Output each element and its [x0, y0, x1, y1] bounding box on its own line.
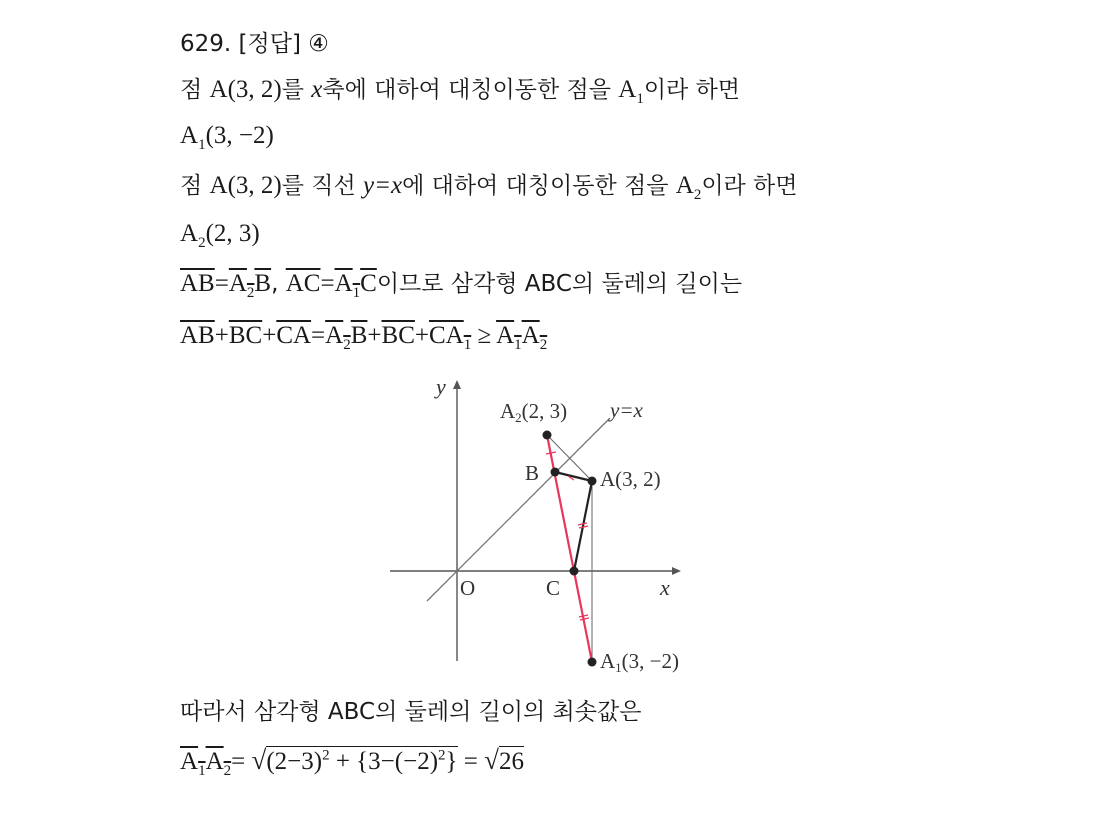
- point-a2-label: A2(2, 3): [500, 399, 568, 425]
- perimeter-inequality: [180, 320, 547, 352]
- segment-equalities: [180, 268, 742, 300]
- separator: ,: [271, 271, 286, 297]
- exponent: 2: [322, 747, 330, 764]
- equals: =: [311, 322, 326, 349]
- a-letter: A: [325, 322, 344, 349]
- point-a1-dot: [588, 658, 597, 667]
- coords: (2, 3): [205, 220, 260, 247]
- point-a2-coords: [180, 218, 260, 250]
- point-b-label: B: [525, 461, 540, 485]
- segment-ab: $\overline{AB}$: [180, 322, 215, 349]
- answer-choice: ④: [308, 31, 329, 57]
- minimum-value-formula: [180, 744, 524, 778]
- text-segment: 점: [180, 173, 210, 199]
- segment-ab: $\overline{AB}$: [180, 270, 215, 297]
- a-letter: A: [180, 748, 199, 775]
- segment-ca1: [428, 322, 472, 353]
- plus: +: [329, 748, 357, 775]
- subscript: 1: [352, 285, 361, 301]
- segment-a1a2: [496, 322, 548, 353]
- point-c-label: C: [546, 576, 561, 600]
- segment-a-c: [574, 481, 592, 571]
- text-segment: 축에 대하여 대칭이동한 점을: [322, 77, 619, 103]
- answer-tag: [정답]: [238, 31, 301, 57]
- text-segment: 이라 하면: [701, 173, 798, 199]
- point-a-dot: [588, 477, 597, 486]
- plus: +: [367, 322, 382, 349]
- a-letter: A: [675, 172, 694, 199]
- segment-ca: $\overline{CA}$: [276, 322, 312, 349]
- sqrt-symbol: √: [251, 745, 267, 775]
- reflection-x-axis-text: [180, 74, 740, 106]
- segment-bc: $\overline{BC}$: [381, 322, 415, 349]
- a-letter: A: [618, 76, 637, 103]
- segment-a2b: [228, 270, 272, 301]
- ca-letters: CA: [428, 322, 464, 349]
- segment-ac: $\overline{AC}$: [285, 270, 321, 297]
- subscript: 1: [463, 337, 472, 353]
- point-a2: [675, 172, 702, 203]
- subscript: 2: [223, 763, 232, 779]
- b-letter: B: [254, 270, 272, 297]
- exponent: 2: [438, 747, 446, 764]
- point-a1-coords: [180, 120, 274, 152]
- result-value: 26: [498, 748, 524, 775]
- x-axis-label: x: [660, 575, 670, 600]
- c-letter: C: [360, 270, 377, 297]
- point-a1: [618, 76, 644, 107]
- point-c-dot: [570, 567, 579, 576]
- coordinate-figure: [380, 370, 720, 680]
- segment-bc: $\overline{BC}$: [228, 322, 263, 349]
- subscript: 2: [343, 337, 351, 353]
- segment-a1a2: [180, 748, 232, 779]
- text-segment: 를: [281, 77, 312, 103]
- geq: ≥: [471, 322, 497, 349]
- subscript: 2: [539, 337, 548, 353]
- a-letter: A: [521, 322, 540, 349]
- equals: =: [231, 748, 252, 775]
- subscript: 2: [198, 235, 206, 251]
- point-a1-label: A1(3, −2): [600, 649, 680, 675]
- origin-label: O: [460, 576, 476, 600]
- point-a-label: A(3, 2): [600, 467, 661, 491]
- a-letter: A: [228, 270, 247, 297]
- subscript: 1: [514, 337, 522, 353]
- equals: =: [320, 270, 335, 297]
- a-letter: A: [205, 748, 224, 775]
- subscript: 1: [636, 91, 644, 107]
- point-a: A(3, 2): [209, 172, 282, 199]
- plus: +: [414, 322, 429, 349]
- plus: +: [214, 322, 229, 349]
- problem-number: 629.: [180, 31, 232, 57]
- text-segment: 이므로 삼각형 ABC의 둘레의 길이는: [376, 271, 743, 297]
- term-2: {3−(−2): [356, 748, 439, 775]
- text-segment: 이라 하면: [643, 77, 741, 103]
- point-a2-dot: [543, 431, 552, 440]
- y-axis-label: y: [436, 374, 446, 399]
- radicand: [266, 746, 457, 775]
- y-axis-arrow: [453, 380, 461, 389]
- point-b-dot: [551, 468, 560, 477]
- conclusion-text: [180, 696, 641, 728]
- x-axis-arrow: [672, 567, 681, 575]
- text-segment: 를 직선: [281, 173, 364, 199]
- segment-a2b: [325, 322, 368, 353]
- line-y-equals-x-label: y=x: [610, 398, 643, 422]
- equals: =: [457, 748, 485, 775]
- x-variable: x: [311, 76, 323, 103]
- reflection-yx-text: [180, 170, 798, 202]
- a-letter: A: [334, 270, 353, 297]
- plus: +: [262, 322, 277, 349]
- subscript: 1: [198, 763, 206, 779]
- subscript: 2: [246, 285, 255, 301]
- text-segment: 따라서 삼각형 ABC의 둘레의 길이의 최솟값은: [180, 699, 642, 725]
- text-segment: 에 대하여 대칭이동한 점을: [402, 173, 676, 199]
- line-y-equals-x: [427, 418, 610, 601]
- b-letter: B: [350, 322, 368, 349]
- a-letter: A: [180, 122, 199, 149]
- line-equation: y=x: [363, 172, 403, 199]
- a-letter: A: [180, 220, 199, 247]
- coords: (3, −2): [205, 122, 274, 149]
- point-a: A(3, 2): [209, 76, 282, 103]
- problem-header: [180, 28, 329, 60]
- text-segment: 점: [180, 77, 210, 103]
- sqrt-symbol: √: [484, 745, 499, 775]
- a-letter: A: [496, 322, 515, 349]
- segment-a1c: [334, 270, 377, 301]
- equals: =: [214, 270, 229, 297]
- subscript: 1: [198, 137, 206, 153]
- term-1: (2−3): [266, 748, 323, 775]
- brace-close: }: [445, 748, 458, 775]
- subscript: 2: [693, 187, 702, 203]
